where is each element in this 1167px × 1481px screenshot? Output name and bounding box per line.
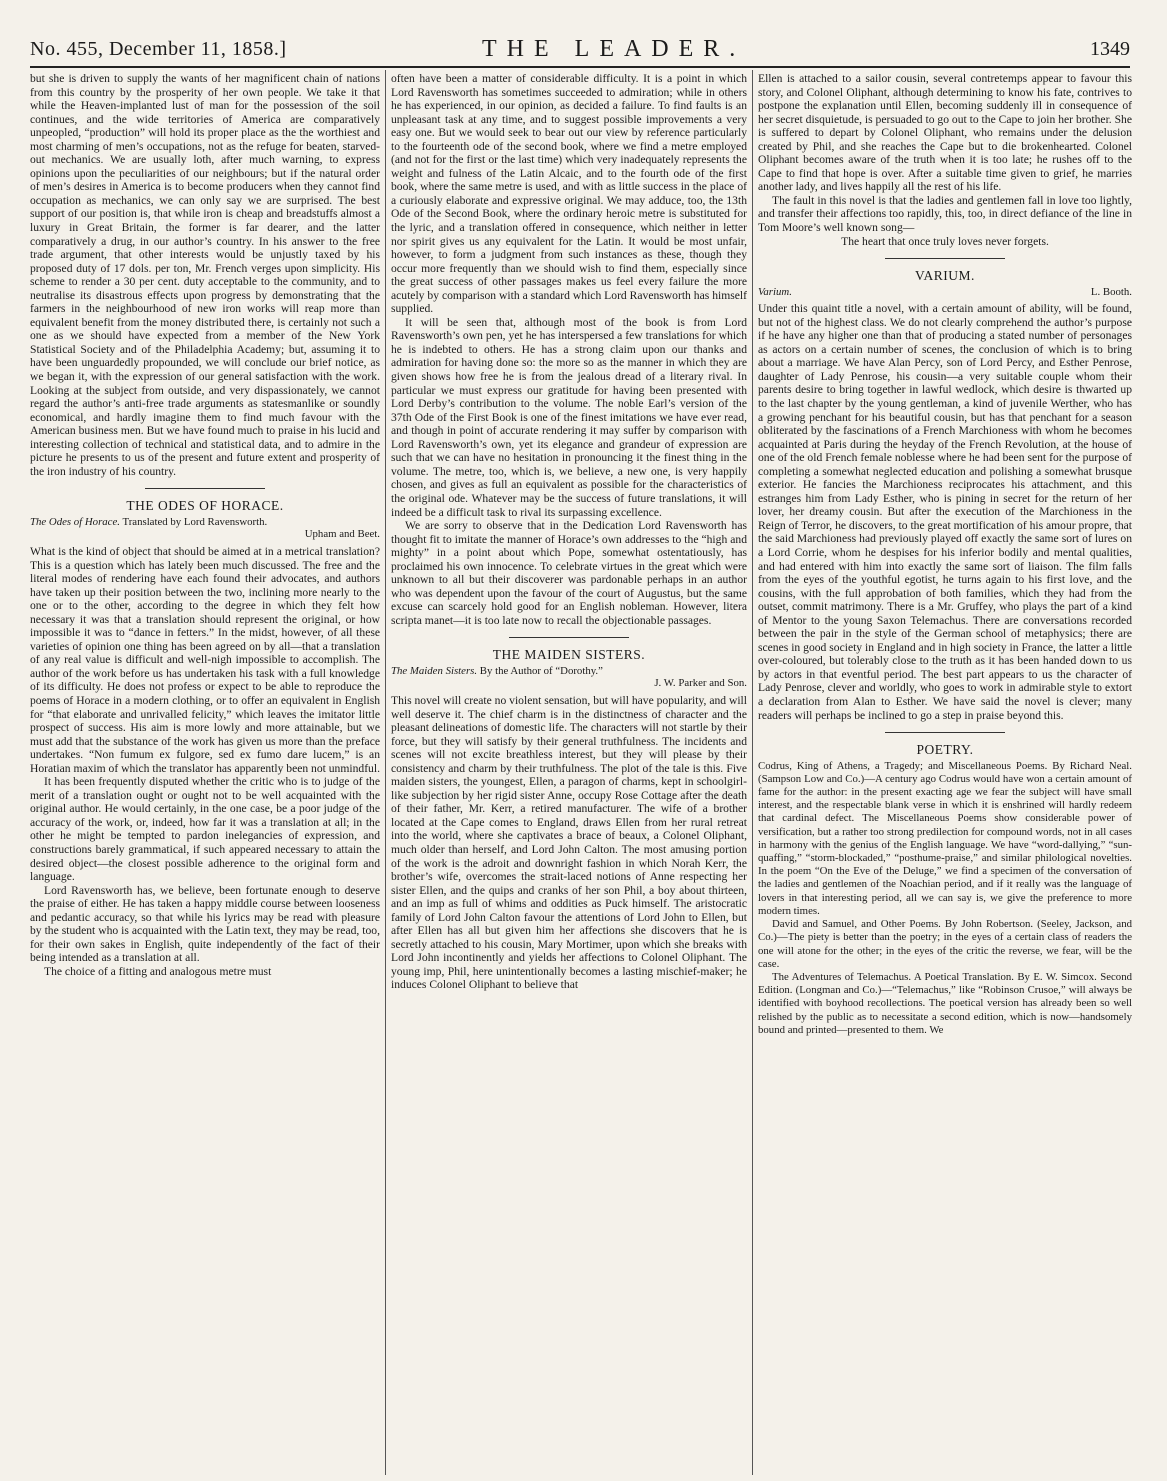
article-paragraph: It has been frequently disputed whether the critic who is to judge of the merit of a translation ought or ought not to be well acquainted with the original author. He would certainly, in the one case, be a poor judge of the accuracy of the work, or, indeed, how far it was a translation at all; in the other he might be tempted to pardon inelegancies of expression, and constructions barely grammatical, if such appeared necessary to attain the desired object—the closest possible adherence to the original form and language. xyxy=(30,775,380,884)
section-divider xyxy=(145,488,265,489)
section-heading-maiden-sisters: THE MAIDEN SISTERS. xyxy=(492,647,646,663)
article-paragraph: It will be seen that, although most of the book is from Lord Ravensworth’s own pen, yet he has interspersed a few translations for which he is indebted to others. He has a strong claim upon our thanks and admiration for having done so: the more so as the manner in which they are given shows how free he is from the jealous dread of a literary rival. In particular we must express our gratitude for having been presented with Lord Derby’s contribution to the volume. The noble Earl’s version of the 37th Ode of the First Book is one of the finest imitations we have ever read, and though in point of accurate rendering it may suffer by comparison with Lord Ravensworth’s own, yet its elegance and grandeur of expression are such that we can have no hesitation in pronouncing it the finest thing in the volume. The metre, too, which is, we believe, a new one, is very happily chosen, and gives as full an equivalent as possible for the characteristics of the original ode. Whatever may be the success of future translations, it will indeed be a difficult task to rival its surpassing excellence. xyxy=(391,315,747,519)
section-divider xyxy=(885,258,1005,259)
book-title: The Maiden Sisters. xyxy=(391,664,478,677)
review-byline xyxy=(391,665,747,690)
review-byline xyxy=(30,516,380,541)
article-paragraph: David and Samuel, and Other Poems. By John Robertson. (Seeley, Jackson, and Co.)—The piety is better than the poetry; in the eyes of a certain class of readers the one will atone for the other; in the eyes of the critic the reverse, we fear, will be the case. xyxy=(758,918,1132,970)
section-divider xyxy=(509,637,629,638)
book-author: By the Author of “Dorothy.” xyxy=(479,664,603,677)
issue-line: No. 455, December 11, 1858.] xyxy=(30,38,287,60)
book-publisher: J. W. Parker and Son. xyxy=(654,677,747,690)
article-paragraph: We are sorry to observe that in the Dedication Lord Ravensworth has thought fit to imitate the manner of Horace’s own addresses to the “high and mighty” in a point about which Pope, somewhat ostentatiously, has proclaimed his own innocence. To celebrate virtues in the great which were unknown to all but their discoverer was pardonable perhaps in an author who was dependent upon the favour of the court of Augustus, but the same excuse can scarcely hold good for an English nobleman. However, litera scripta manet—it is too late now to recall the objectionable passages. xyxy=(391,519,747,627)
column-3 xyxy=(758,72,1132,1472)
page-number: 1349 xyxy=(1090,38,1130,60)
newspaper-title: THE LEADER. xyxy=(482,36,746,62)
column-rule xyxy=(752,70,753,1475)
book-publisher: L. Booth. xyxy=(1090,285,1132,298)
article-paragraph: The Adventures of Telemachus. A Poetical Translation. By E. W. Simcox. Second Edition. (Longman and Co.)—“Telemachus,” like “Robinson Crusoe,” will always be identified with boyhood recollections. The poetical version has already been so well relished by the public as to necessitate a second edition, which is now—handsomely bound and printed—presented to them. We xyxy=(758,970,1132,1036)
column-1 xyxy=(30,72,380,1472)
article-paragraph: The fault in this novel is that the ladies and gentlemen fall in love too lightly, and transfer their affections too rapidly, this, too, in direct defiance of the line in Tom Moore’s well known song— xyxy=(758,193,1132,235)
column-rule xyxy=(385,70,386,1475)
book-translator: Translated by Lord Ravensworth. xyxy=(122,515,268,528)
article-paragraph: Lord Ravensworth has, we believe, been fortunate enough to deserve the praise of either. He has taken a happy middle course between looseness and pedantic accuracy, so that while his lyrics may be read with pleasure by the student who is acquainted with the Latin text, they may be read, too, for their own sakes in English, quite independently of the fact of their being intended as a translation at all. xyxy=(30,883,380,965)
poetry-reviews xyxy=(758,760,1132,1037)
section-heading-poetry: POETRY. xyxy=(916,742,974,758)
book-title: Varium. xyxy=(758,285,792,298)
column-2 xyxy=(391,72,747,1472)
book-publisher: Upham and Beet. xyxy=(304,528,380,541)
article-paragraph: Under this quaint title a novel, with a certain amount of ability, will be found, but not of the highest class. We do not clearly comprehend the author’s purpose if he have any higher one than that of producing a stated number of personages as actors on a certain number of scenes, the conclusion of which is to bring about a marriage. We have Alan Percy, son of Lord Percy, and Esther Penrose, daughter of Lady Penrose, his cousin—a very suitable couple whom their parents desire to bring together in lawful wedlock, which desire is thwarted up to the last chapter by the young gentleman, a kind of juvenile Werther, who has a growing penchant for his beautiful cousin, but has that penchant for a season obliterated by the fascinations of a French Marchioness with whom he becomes acquainted at Paris during the heyday of the French Revolution, at the house of one of the old French female noblesse where he had been sent for the purpose of completing a somewhat neglected education and polishing a somewhat brusque exterior. He fancies the Marchioness reciprocates his attachment, and this estranges him from Lady Esther, who is pining in secret for the return of her lover, her dreamy cousin. But after the execution of the Marchioness in the Reign of Terror, he discovers, to the great mortification of his amour propre, that the said Marchioness had previously played off exactly the same sort of lures on a Lord Corrie, whom he despises for his inferior bodily and mental qualities, and had entered with him into exactly the same sort of liaison. The film falls from the eyes of the youthful egotist, he turns again to his first love, and the cousins, with the full approbation of both families, which they had from the outset, commit matrimony. There is a Mr. Gruffey, who plays the part of a kind of Mentor to the young Saxon Telemachus. There are conversations recorded between the pair in the style of the German school of metaphysics; there are scenes in good society in England and in high society in France, the latter a little over-coloured, but tolerably close to the truth as it has been handed down to us by actors in that eventful period. The best part appears to us the character of Lady Penrose, clever and worldly, who goes to work in admirable style to extort a declaration from Alan to Esther. We have said the novel is clever; many readers will perhaps be inclined to go a step in praise beyond this. xyxy=(758,302,1132,722)
section-heading-varium: VARIUM. xyxy=(915,268,975,284)
article-paragraph: The choice of a fitting and analogous metre must xyxy=(44,964,272,978)
article-paragraph: Codrus, King of Athens, a Tragedy; and Miscellaneous Poems. By Richard Neal. (Sampson Low and Co.)—A century ago Codrus would have won a certain amount of fame for the author: in the present exacting age we fear the subject will have small interest, and the respectable blank verse in which it is enshrined will hardly redeem that cardinal defect. The Miscellaneous Poems show considerable power of versification, but a rather too strong predilection for compound words, not in all cases in harmony with the genius of the English language. We have “word-dallying,” “sun-quaffing,” “storm-blockaded,” “posthume-praise,” and similar philological novelties. In the poem “On the Eve of the Deluge,” we find a specimen of the conversation of the ladies and gentlemen of the Noachian period, and if it really was the language of lovers in that interesting period, all we can say is, we give the preference to more modern times. xyxy=(758,759,1132,917)
article-continuation: but she is driven to supply the wants of her magnificent chain of nations from this country by the prosperity of her own people. We take it that while the Heaven-implanted lust of man for the possession of the soil continues, and the wide territories of America are comparatively unpeopled, “production” will hold its proper place as the the worthiest and most charming of men’s occupations, not as the refuge for beaten, starved-out mechanics. We are usually loth, after much warning, to express opinions upon the peculiarities of our neighbours; but if the natural order of men’s desires in America is to become producers when they cannot find occupation as mechanics, we can only say we are surprised. The best support of our position is, that while iron is cheap and breadstuffs almost a luxury in Great Britain, the former is far dearer, and the latter comparatively a drug, in our author’s country. In his answer to the free trade argument, that other interests would be unjustly taxed by his proposed duty of 17 dols. per ton, Mr. French verges upon simplicity. His scheme to render a 30 per cent. duty acceptable to the community, and to neutralise its disastrous effects upon progress by demonstrating that the farmers in the neighbourhood of new iron works will reap more than equivalent benefit from the money distributed there, is certainly not such a one as we should have expected from a member of the New York Statistical Society and of the Philadelphia Academy; but, assuming it to have been unguardedly propounded, we will conclude our brief notice, as we began it, with the expression of our general satisfaction with the work. Looking at the subject from outside, and very dispassionately, we cannot regard the author’s anti-free trade arguments as statesmanlike or soundly economical, and hardly imagine them to find much favour with the American business men. But we have found much to praise in his lucid and interesting collection of technical and statistical data, and to admire in the picture he presents to us of the present and future extent and prosperity of the iron industry of his country. xyxy=(30,72,380,478)
article-paragraph: Ellen is attached to a sailor cousin, several contretemps appear to favour this story, and Colonel Oliphant, although determining to know his fate, contrives to postpone the explanation until Ellen, becoming suddenly ill in consequence of her secret disquietude, is persuaded to go out to the Cape to join her brother. She is suffered to depart by Colonel Oliphant, who remains under the delusion created by Phil, and she reaches the Cape but to die brokenhearted. Colonel Oliphant becomes aware of the truth when it is too late; he rushes off to the Cape to find that hope is over. After a suitable time given to grief, he marries another lady, and lives happily all the rest of his life. xyxy=(758,72,1132,194)
section-heading-horace: THE ODES OF HORACE. xyxy=(126,498,284,514)
article-paragraph: often have been a matter of considerable difficulty. It is a point in which Lord Ravensworth has sometimes succeeded to admiration; while in others he has experienced, in our opinion, as decided a failure. To find faults is an unpleasant task at any time, and to suggest possible improvements a very easy one. But we would seek to bear out our view by reference particularly to the fourteenth ode of the second book, where we find a metre employed (and not for the first or the last time) which very inadequately represents the weight and fulness of the Latin Alcaic, and to the fourth ode of the first book, where the same metre is used, and with as little success in the place of a curiously elaborate and expressive original. We may adduce, too, the 13th Ode of the Second Book, where the ordinary heroic metre is substituted for the lyric, and a translation offered in consequence, which neither in letter nor spirit gives us any equivalent for the Latin. It would be most unfair, however, to form a judgment from such instances as these, though they occur more frequently than we should wish to find them, especially since the great success of other passages makes us feel every failure the more acutely by comparison with a standard which Lord Ravensworth has himself supplied. xyxy=(391,72,747,316)
section-divider xyxy=(885,732,1005,733)
article-paragraph: What is the kind of object that should be aimed at in a metrical translation? This is a question which has lately been much discussed. The free and the literal modes of rendering have each found their advocates, and authors have taken up their position between the two, inclining more nearly to the one or to the other, according to the degree in which they felt how necessary it was that a translation should represent the original, or how impossible it was to “dance in fetters.” In the midst, however, of all these varieties of opinion one thing has been agreed on by all—that a translation of any real value is difficult and well-nigh impossible to accomplish. The author of the work before us has undertaken his task with a full knowledge of its difficulty. He does not profess or expect to be able to reproduce the poems of Horace in a modern clothing, or to offer an equivalent in English for “that elaborate and unrivalled felicity,” which leaves the imitator little prospect of success. His aim is more lowly and more attainable, but we must add that the substance of the work has given us more than the preface undertakes. “Non fumum ex fulgore, sed ex fumo dare lucem,” is an Horatian maxim of which the translator has apparently been not unmindful. xyxy=(30,544,380,775)
article-paragraph: This novel will create no violent sensation, but will have popularity, and will well deserve it. The chief charm is in the distinctness of character and the pleasant delineations of domestic life. The characters will not startle by their force, but they will satisfy by their general truthfulness. The incidents and scenes will not excite breathless interest, but they will please by their consistency and charm by their truthfulness. The plot of the tale is this. Five maiden sisters, the youngest, Ellen, a paragon of charms, kept in schoolgirl-like subjection by her rigid sister Anne, occupy Rose Cottage after the death of their father, Mr. Kerr, a retired manufacturer. The wife of a brother located at the Cape comes to England, draws Ellen from her rural retreat into the world, where she captivates a brace of beaux, a Colonel Oliphant, much older than herself, and Lord John Calton. The most amusing portion of the work is the adroit and downright fashion in which Norah Kerr, the brother’s wife, overcomes the strait-laced notions of Anne respecting her sister Ellen, and the quips and cranks of her son Phil, a boy about thirteen, and an imp as full of whims and oddities as Puck himself. The aristocratic family of Lord John Calton favour the attentions of Lord John to Ellen, but after Ellen has all but given him her affections she discovers that he is secretly attached to his cousin, Mary Mortimer, upon which she breaks with Lord John incontinently and yields her affections to Colonel Oliphant. The young imp, Phil, here unintentionally becomes a lasting mischief-maker; he induces Colonel Oliphant to believe that xyxy=(391,693,747,992)
song-quote: The heart that once truly loves never forgets. xyxy=(841,234,1049,248)
review-byline xyxy=(758,286,1132,299)
book-title: The Odes of Horace. xyxy=(30,515,120,528)
masthead xyxy=(30,36,1130,68)
